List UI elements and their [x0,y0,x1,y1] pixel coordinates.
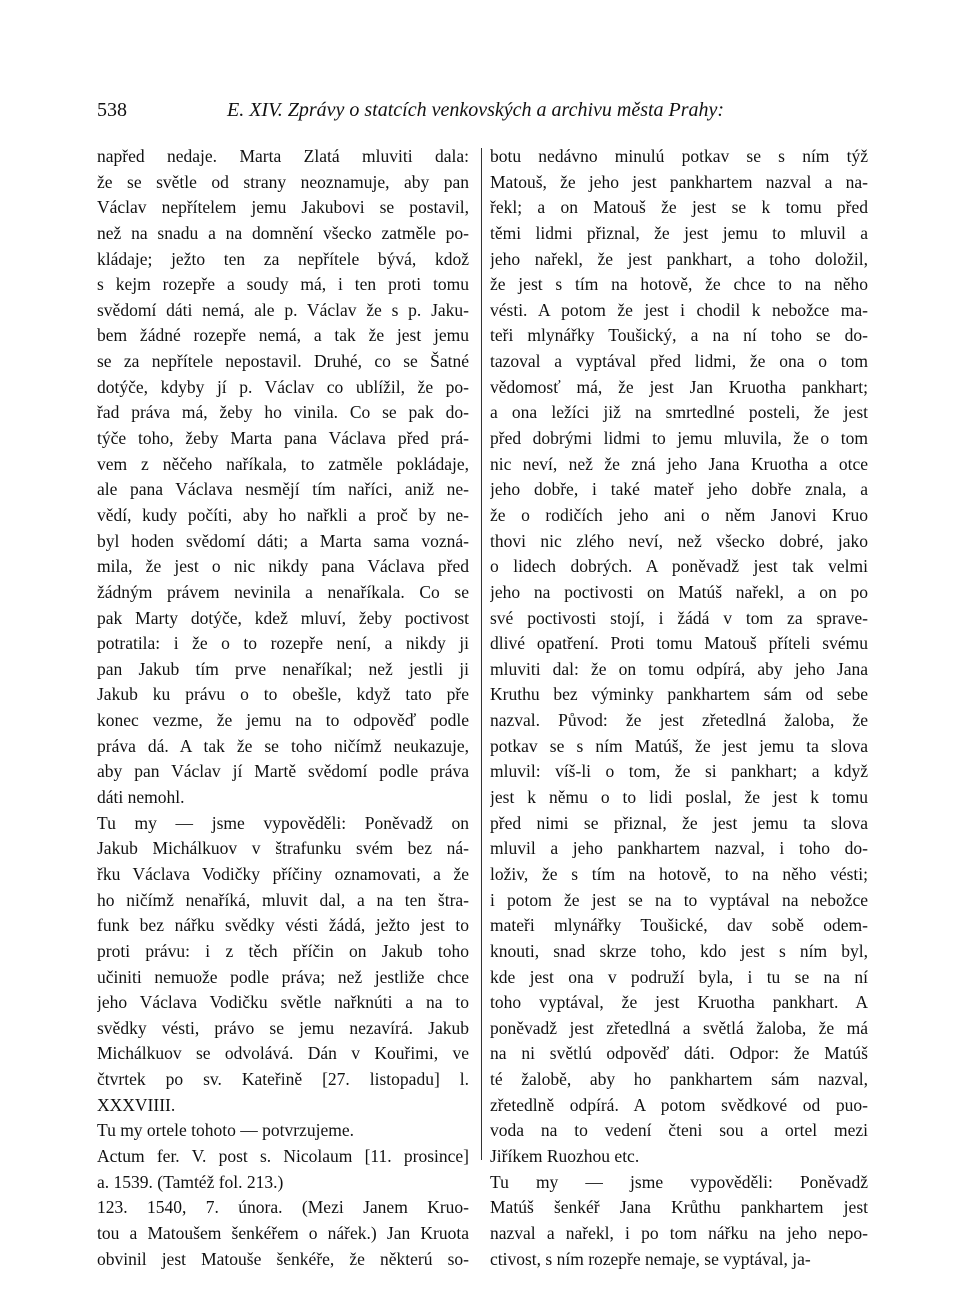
text-line: knouti, snad skrze toho, kdo jest s ním byl, [490,940,868,961]
text-line: teři mlynářky Toušický, a na ní toho se do- [490,325,868,346]
text-line: pan Jakub tím prve nenaříkal; než jestli ji [97,658,469,679]
text-line: žádným právem nevinila a nenaříkala. Co se [97,581,469,602]
text-line: řad práva má, žeby ho vinila. Co se pak do- [97,402,469,423]
text-line: Jiříkem Ruozhou etc. [490,1145,640,1166]
text-line: na ni světlú odpověď dáti. Odpor: že Matúš [490,1043,868,1064]
text-line: a ona ležíci již na smrtedlné posteli, že jest [490,402,868,423]
page-header [97,99,877,125]
text-line: nazval a nařekl, i po tom nářku na jeho nepo- [490,1222,868,1243]
text-line: ctivost, s ním rozepře nemaje, se vyptával, ja- [490,1248,811,1269]
text-line: těmi lidmi přiznal, že jest jemu to mluvil a [490,222,868,243]
text-line: vésti. A potom že jest i chodil k nebožce ma- [490,299,868,320]
text-line: dotýče, kdyby jí p. Václav co ublížil, že po- [97,376,469,397]
text-line: voda na to vedení čteni sou a ortel mezi [490,1120,868,1141]
text-line: tazoval a vyptával před lidmi, že ona o tom [490,351,868,372]
text-line: mateři mlynářky Toušické, dav sobě odem- [490,915,868,936]
text-line: Michálkuov se odvolává. Dán v Kouřimi, ve [97,1043,469,1064]
text-line: Tu my ortele tohoto — potvrzujeme. [97,1120,354,1141]
text-line: tou a Matoušem šenkéřem o nářek.) Jan Kruota [97,1222,469,1243]
text-line: Actum fer. V. post s. Nicolaum [11. prosince] [97,1145,469,1166]
text-line: i potom že jest se na to vyptával na nebožce [490,889,868,910]
text-line: aby pan Václav jí Martě svědomí podle práva [97,761,469,782]
text-line: vědomosť má, že jest Jan Kruotha pankhart; [490,376,868,397]
text-line: že se světle od strany neoznamuje, aby pan [97,171,469,192]
text-line: svědky vésti, právo se jemu nezavírá. Jakub [97,1017,469,1038]
text-line: vědí, kudy počíti, aby ho nařkli a proč by ne- [97,504,469,525]
text-line: 123. 1540, 7. února. (Mezi Janem Kruo- [97,1197,469,1218]
text-line: konec vezme, že jemu na to odpověď podle [97,710,469,731]
text-line: Tu my — jsme vypověděli: Poněvadž [490,1171,868,1192]
text-line: své poctivosti stojí, i žádá v tom za sprave- [490,607,868,628]
text-line: toho vyptával, že jest Kruotha pankhart. A [490,992,868,1013]
text-line: mluvil: víš-li o tom, že si pankhart; a když [490,761,868,782]
text-line: proti právu: i z těch příčin on Jakub toho [97,940,469,961]
text-line: jeho na poctivosti on Matúš nařekl, a on po [490,581,868,602]
text-line: kde jest ona v podruží byla, i tu se na ní [490,966,868,987]
text-line: dlivé opatření. Proti tomu Matouš příteli svému [490,633,868,654]
text-line: učiniti nemuože podle práva; než jestliže chce [97,966,469,987]
text-line: mluvil a jeho pankhartem nazval, i toho do- [490,838,868,859]
text-line: ale pana Václava nesmějí tím naříci, aniž ne- [97,479,469,500]
text-line: jeho dobře, i také mateř jeho dobře znala, a [490,479,868,500]
text-line: týče toho, žeby Marta pana Václava před prá- [97,428,469,449]
text-line: té žalobě, aby ho pankhartem sám nazval, [490,1069,868,1090]
text-line: botu nedávno minulú potkav se s ním týž [490,146,868,166]
text-line: řku Václava Vodičky příčiny oznamovati, a že [97,863,469,884]
text-line: jest k němu o to lidi poslal, že jest k tomu [490,787,868,808]
text-line: loživ, že s tím na hotově, to na něho vésti; [490,863,868,884]
text-line: Jakub ku právu o to obešle, když tato pře [97,684,469,705]
text-line: ho ničímž nenaříká, mluvit dal, a na ten štra- [97,889,469,910]
column-divider [481,148,482,1160]
text-line: před dobrými lidmi to jemu mluvila, že o tom [490,428,868,449]
text-line: funk bez nářku svědky vésti žádá, ježto jest to [97,915,469,936]
text-line: že jest s tím na hotově, že chce to na něho [490,274,868,295]
text-line: thovi nic zlého neví, než všecko dobré, jako [490,530,868,551]
text-line: že o rodičích jeho ani o něm Janovi Kruo [490,504,868,525]
text-line: než na snadu a na domnění všecko zatměle po- [97,222,469,243]
text-line: poněvadž jest zřetedlná a světlá žaloba, že má [490,1017,868,1038]
text-line: pak Marty dotýče, kdež mluví, žeby poctivost [97,607,469,628]
text-line: čtvrtek po sv. Kateřině [27. listopadu] l. [97,1069,469,1090]
left-text-column [97,144,469,1272]
text-line: mluviti dal: že on tomu odpírá, aby jeho Jana [490,658,868,679]
text-line: před nimi se přiznal, že jest jemu ta slova [490,812,868,833]
page-number: 538 [97,99,127,121]
right-text-column [490,144,868,1272]
text-line: Václav nepřítelem jemu Jakubovi se postavil, [97,197,469,218]
text-line: bem žádné rozepře nemá, a tak že jest jemu [97,325,469,346]
text-line: vem z něčeho naříkala, to zatměle pokládaje, [97,453,469,474]
text-line: a. 1539. (Tamtéž fol. 213.) [97,1171,284,1192]
text-line: byl hoden svědomí dáti; a Marta sama vozná- [97,530,469,551]
text-line: dáti nemohl. [97,787,185,808]
text-line: XXXVIIII. [97,1094,176,1115]
text-line: s kejm rozepře a soudy má, i ten proti tomu [97,274,469,295]
text-line: obvinil jest Matouše šenkéře, že některú so- [97,1248,469,1269]
text-line: zřetedlně odpírá. A potom svědkové od puo- [490,1094,868,1115]
text-line: Kruthu bez výminky pankhartem sám od sebe [490,684,868,705]
text-line: napřed nedaje. Marta Zlatá mluviti dala: [97,146,469,166]
text-line: Matouš, že jeho jest pankhartem nazval a na- [490,171,868,192]
text-line: jeho Václava Vodičku světle nařknúti a na to [97,992,469,1013]
running-title: E. XIV. Zprávy o statcích venkovských a archivu města Prahy: [227,99,725,121]
text-line: Tu my — jsme vypověděli: Poněvadž on [97,812,469,833]
text-line: nic neví, než že zná jeho Jana Kruotha a otce [490,453,868,474]
text-line: Jakub Michálkuov v štrafunku svém bez ná- [97,838,469,859]
text-line: práva dá. A tak že se toho ničímž neukazuje, [97,735,469,756]
text-line: potratila: i že o to rozepře není, a nikdy ji [97,633,469,654]
text-line: se za nepřítele nepostavil. Druhé, co se Šatné [97,351,469,372]
text-line: mila, že jest o nic nikdy pana Václava před [97,556,469,577]
text-line: řekl; a on Matouš že jest se k tomu před [490,197,868,218]
text-line: Matúš šenkéř Jana Krůthu pankhartem jest [490,1197,868,1218]
text-line: kládaje; ježto ten za nepřítele bývá, kdož [97,248,469,269]
text-line: svědomí dáti nemá, ale p. Václav že s p. Jaku- [97,299,469,320]
text-line: potkav se s ním Matúš, že jest jemu ta slova [490,735,868,756]
text-line: o lidech dobrých. A poněvadž jest tak velmi [490,556,868,577]
text-line: nazval. Původ: že jest zřetedlná žaloba, že [490,710,868,731]
text-line: jeho nařekl, že jest pankhart, a toho doložil, [490,248,868,269]
